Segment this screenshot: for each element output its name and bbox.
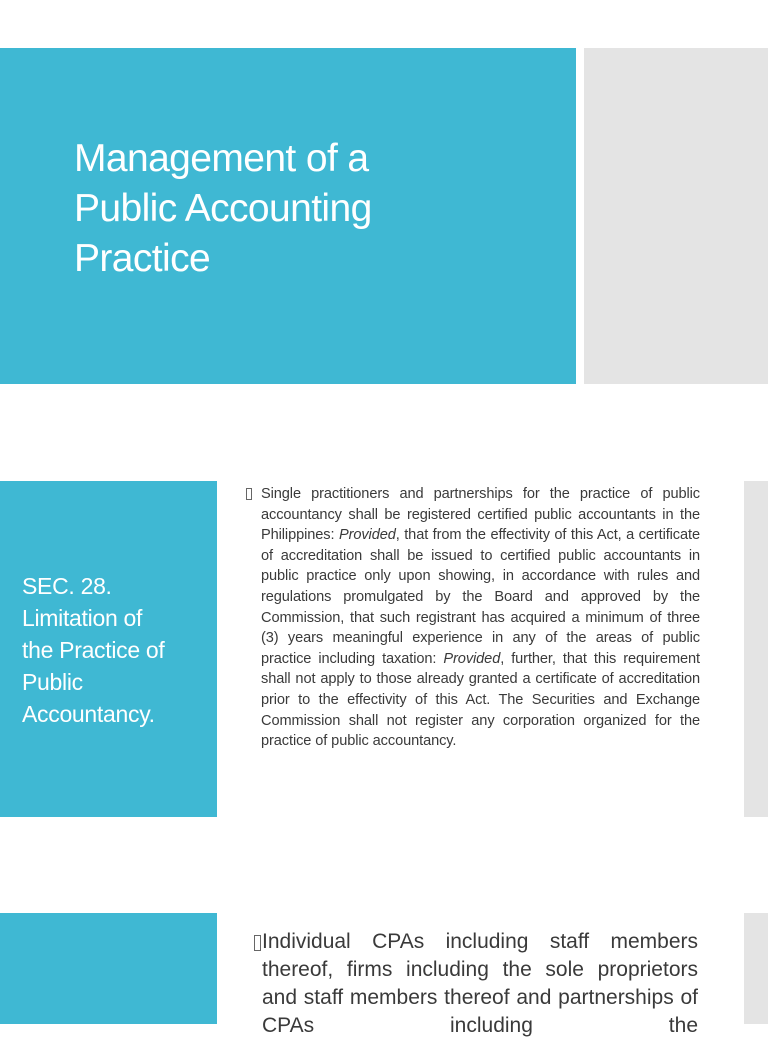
section-heading-line: Limitation of — [22, 605, 143, 631]
slide-title-line: Public Accounting — [74, 187, 372, 230]
section-heading-line: Accountancy. — [22, 701, 155, 727]
section-side-panel — [744, 481, 768, 817]
next-slide-paragraph: Individual CPAs including staff members thereof, firms including the sole proprietors and staff members thereof and partnerships of CPAs including the — [262, 930, 698, 1037]
slide-title-line: Practice — [74, 237, 211, 280]
next-slide-side-panel — [744, 913, 768, 1024]
paragraph-emphasis: Provided — [338, 527, 396, 544]
paragraph-text: Single practitioners and partnerships for the practice of public accountancy shall be registered certified public accountants in the Philippines: — [261, 486, 700, 544]
paragraph-text: , further, that this requirement shall not apply to those already granted a certificate of accreditation prior to the effectivity of this Act. The Securities and Exchange Commission shall not register any corporation organized for the practice of public accountancy. — [261, 650, 700, 750]
slide-title-line: Management of a — [74, 137, 369, 180]
title-slide-side-panel — [584, 48, 768, 384]
bullet-box-icon — [254, 935, 261, 951]
paragraph-emphasis: Provided — [443, 650, 501, 667]
slide-title — [74, 134, 554, 284]
section-heading — [22, 570, 212, 730]
paragraph-text: , that from the effectivity of this Act, a certificate of accreditation shall be issued to certified public accountants in public practice only upon showing, in accordance with rules and regulations promulgated by the Board and approved by the Commission, that such registrant has acquired a minimum of three (3) years meaningful experience in any of the areas of public practice including taxation: — [261, 527, 700, 667]
section-body — [246, 484, 700, 752]
next-slide-panel — [0, 913, 217, 1024]
section-paragraph — [261, 484, 700, 752]
next-slide-body — [254, 928, 698, 1037]
section-heading-line: the Practice of — [22, 637, 165, 663]
section-heading-line: SEC. 28. — [22, 573, 112, 599]
section-heading-line: Public — [22, 669, 83, 695]
bullet-box-icon — [246, 488, 252, 500]
